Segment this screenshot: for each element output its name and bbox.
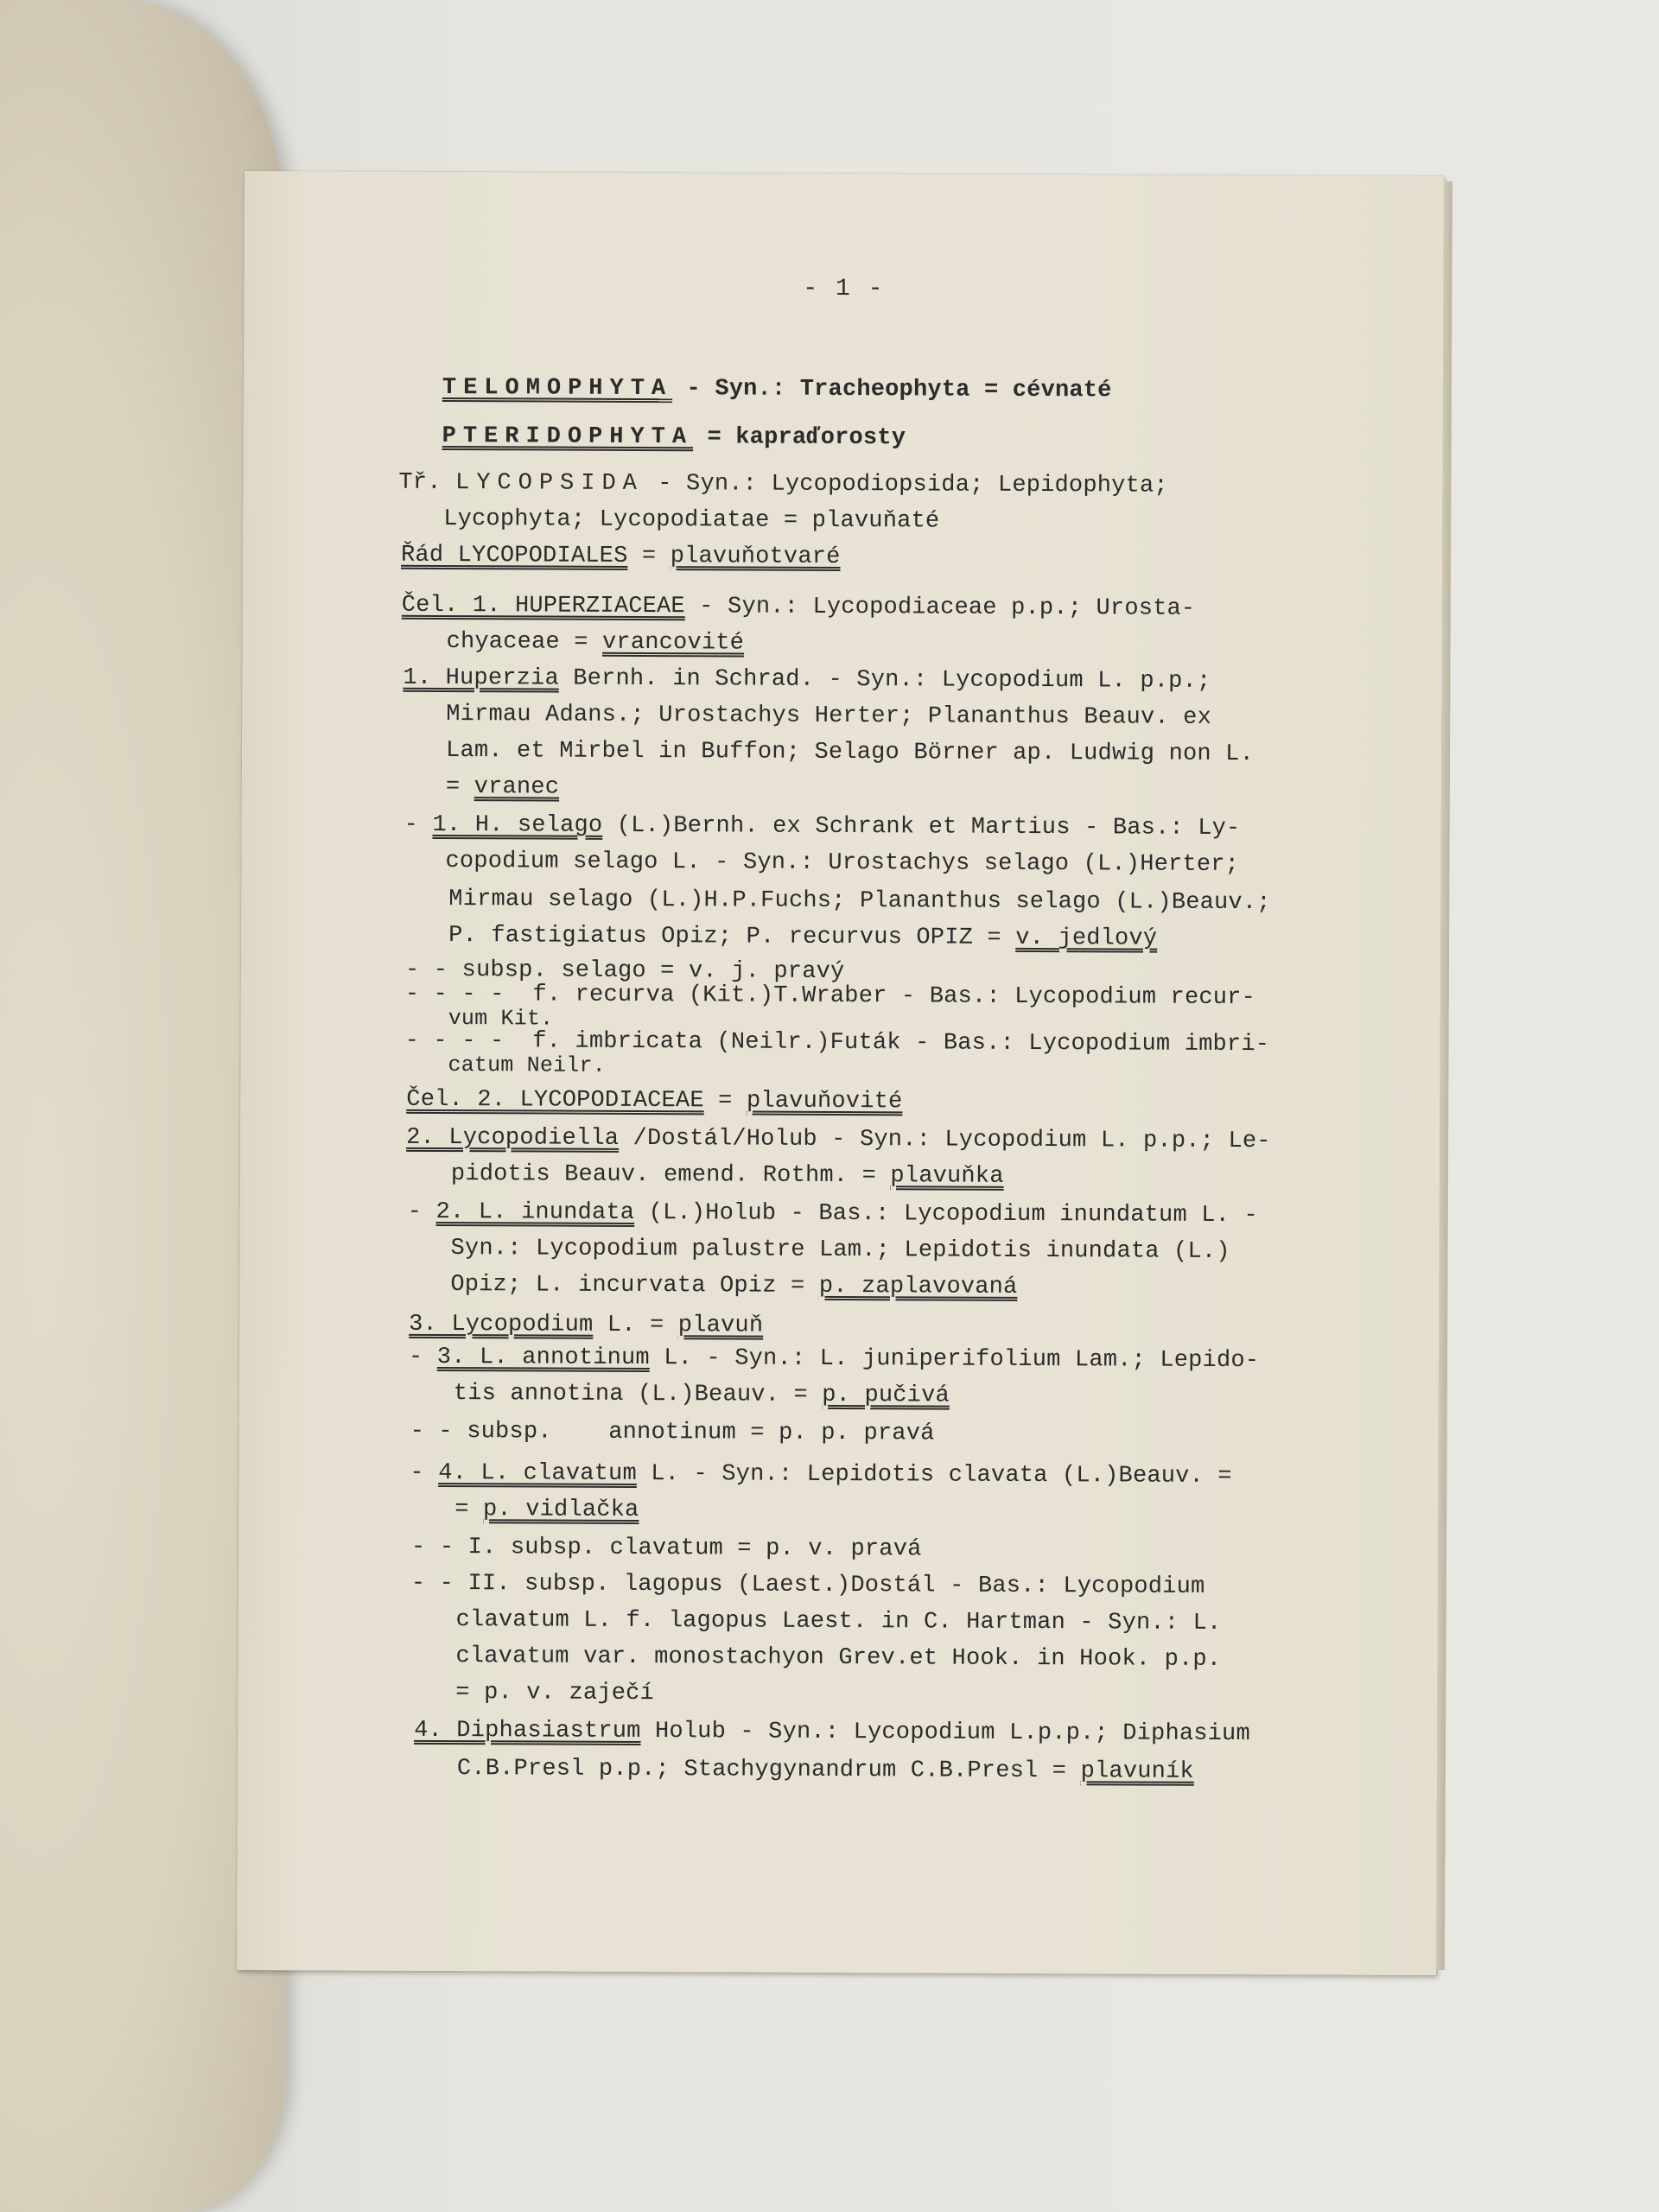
text-line: - - II. subsp. lagopus (Laest.)Dostál - Bas.: Lycopodium	[410, 1570, 1205, 1600]
genus-name: 2. Lycopodiella	[406, 1124, 620, 1152]
text-line: TELOMOPHYTA - Syn.: Tracheophyta = cévnaté	[442, 375, 1112, 404]
text-line: C.B.Presl p.p.; Stachygynandrum C.B.Presl = plavuník	[456, 1756, 1194, 1785]
class-name: LYCOPSIDA	[454, 470, 644, 498]
text-line: Lycophyta; Lycopodiatae = plavuňaté	[443, 506, 940, 535]
text-line: 4. Diphasiastrum Holub - Syn.: Lycopodium L.p.p.; Diphasium	[414, 1717, 1250, 1748]
division-name: PTERIDOPHYTA	[442, 423, 694, 451]
text-line: Mirmau Adans.; Urostachys Herter; Plananthus Beauv. ex	[446, 702, 1212, 731]
text-line: vum Kit.	[448, 1006, 554, 1032]
text-line: = p. vidlačka	[454, 1497, 639, 1524]
text-line: - 4. L. clavatum L. - Syn.: Lepidotis clavata (L.)Beauv. =	[410, 1459, 1232, 1491]
family-name: Čel. 2. LYCOPODIACEAE	[406, 1086, 704, 1115]
text-line: = vranec	[445, 774, 560, 801]
species-name: 1. H. selago	[432, 811, 603, 839]
text-line: 3. Lycopodium L. = plavuň	[409, 1311, 764, 1339]
text-line: - - - - f. imbricata (Neilr.)Futák - Bas.: Lycopodium imbri-	[404, 1027, 1270, 1058]
text-line: Čel. 2. LYCOPODIACEAE = plavuňovité	[406, 1086, 903, 1116]
species-name: 3. L. annotinum	[436, 1344, 650, 1372]
text-line: = p. v. zaječí	[455, 1680, 655, 1707]
text-line: - 3. L. annotinum L. - Syn.: L. juniperifolium Lam.; Lepido-	[408, 1344, 1260, 1375]
text-line: Řád LYCOPODIALES = plavuňotvaré	[400, 542, 841, 571]
text-line: Tř. LYCOPSIDA - Syn.: Lycopodiopsida; Lepidophyta;	[398, 469, 1168, 499]
text-line: - 2. L. inundata (L.)Holub - Bas.: Lycopodium inundatum L. -	[407, 1198, 1258, 1230]
division-name: TELOMOPHYTA	[442, 375, 673, 403]
genus-name: 3. Lycopodium	[409, 1311, 594, 1338]
text-line: - - I. subsp. clavatum = p. v. pravá	[410, 1534, 922, 1563]
text-line: Syn.: Lycopodium palustre Lam.; Lepidotis inundata (L.)	[450, 1236, 1230, 1265]
text-line: Mirmau selago (L.)H.P.Fuchs; Plananthus selago (L.)Beauv.;	[448, 887, 1271, 917]
text-line: copodium selago L. - Syn.: Urostachys selago (L.)Herter;	[445, 849, 1240, 879]
text-line: - 1. H. selago (L.)Bernh. ex Schrank et Martius - Bas.: Ly-	[404, 811, 1241, 842]
text-line: PTERIDOPHYTA = kapraďorosty	[442, 423, 906, 452]
text-line: Čel. 1. HUPERZIACEAE - Syn.: Lycopodiaceae p.p.; Urosta-	[401, 592, 1196, 622]
right-page	[237, 171, 1444, 1975]
text-line: Lam. et Mirbel in Buffon; Selago Börner ap. Ludwig non L.	[446, 738, 1255, 768]
text-line: chyaceae = vrancovité	[446, 629, 745, 657]
text-line: tis annotina (L.)Beauv. = p. pučivá	[453, 1381, 950, 1409]
text-line: - - subsp. annotinum = p. p. pravá	[410, 1418, 935, 1447]
genus-name: 4. Diphasiastrum	[414, 1717, 641, 1745]
text-line: 1. Huperzia Bernh. in Schrad. - Syn.: Lycopodium L. p.p.;	[403, 664, 1211, 695]
text-line: catum Neilr.	[448, 1052, 606, 1078]
text-line: clavatum L. f. lagopus Laest. in C. Hartman - Syn.: L.	[455, 1607, 1222, 1637]
text-line: P. fastigiatus Opiz; P. recurvus OPIZ = v. jedlový	[448, 923, 1158, 952]
genus-name: 1. Huperzia	[403, 664, 559, 692]
text-line: - - subsp. selago = v. j. pravý	[404, 957, 845, 986]
text-line: clavatum var. monostachyon Grev.et Hook. in Hook. p.p.	[455, 1643, 1222, 1673]
text-line: - - - - f. recurva (Kit.)T.Wraber - Bas.: Lycopodium recur-	[404, 981, 1256, 1012]
species-name: 2. L. inundata	[435, 1198, 635, 1226]
species-name: 4. L. clavatum	[438, 1459, 637, 1487]
family-name: Čel. 1. HUPERZIACEAE	[401, 592, 685, 620]
text-line: 2. Lycopodiella /Dostál/Holub - Syn.: Lycopodium L. p.p.; Le-	[406, 1124, 1271, 1155]
order-name: Řád LYCOPODIALES	[400, 542, 628, 569]
text-line: Opiz; L. incurvata Opiz = p. zaplavovaná	[450, 1272, 1018, 1300]
text-line: pidotis Beauv. emend. Rothm. = plavuňka	[450, 1161, 1004, 1190]
page-number: - 1 -	[803, 275, 885, 303]
